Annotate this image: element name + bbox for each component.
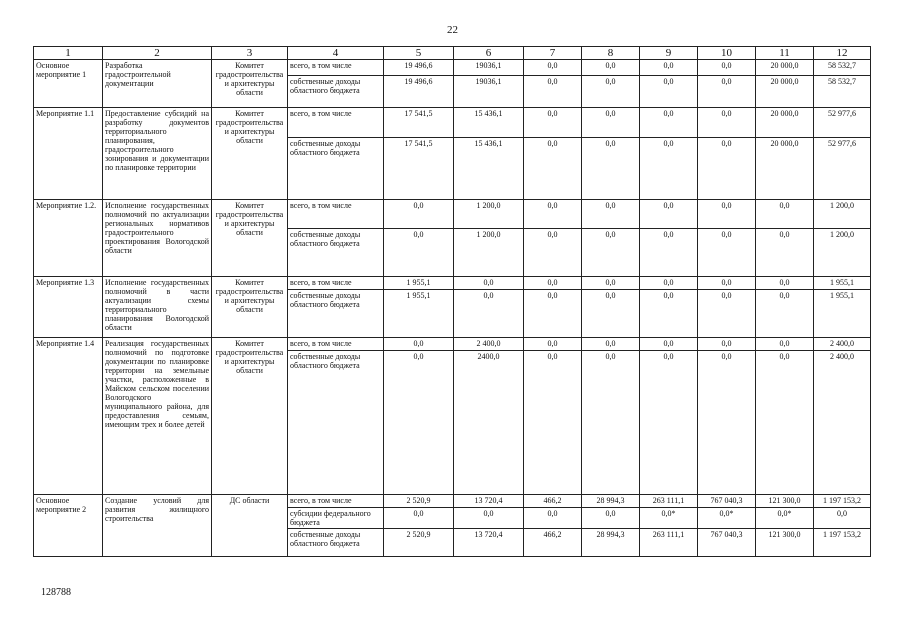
amount-cell: 1 200,0 bbox=[814, 229, 871, 277]
amount-cell: 121 300,0 bbox=[756, 529, 814, 557]
amount-cell: 263 111,1 bbox=[640, 495, 698, 508]
executor-cell: Комитет градостроительства и архитектуры области bbox=[212, 277, 288, 338]
amount-cell: 0,0 bbox=[384, 200, 454, 229]
amount-cell: 263 111,1 bbox=[640, 529, 698, 557]
amount-cell: 28 994,3 bbox=[582, 495, 640, 508]
col-header: 1 bbox=[34, 47, 103, 60]
amount-cell: 0,0 bbox=[640, 338, 698, 351]
amount-cell: 20 000,0 bbox=[756, 60, 814, 76]
amount-cell: 0,0 bbox=[640, 290, 698, 338]
amount-cell: 0,0 bbox=[640, 60, 698, 76]
amount-cell: 0,0 bbox=[524, 351, 582, 495]
amount-cell: 58 532,7 bbox=[814, 76, 871, 108]
amount-cell: 767 040,3 bbox=[698, 495, 756, 508]
funding-source-cell: всего, в том числе bbox=[288, 277, 384, 290]
measure-description-cell: Реализация государственных полномочий по подготовке документации по планировке территории на земельные участки, расположенные в Майском сельском поселении Вологодского муниципального района, для предоставления семьям, имеющим трех и более детей bbox=[103, 338, 212, 495]
amount-cell: 0,0 bbox=[582, 60, 640, 76]
measure-description-cell: Исполнение государственных полномочий по актуализации региональных нормативов градостроительного проектирования Вологодской области bbox=[103, 200, 212, 277]
amount-cell: 2 520,9 bbox=[384, 495, 454, 508]
table-row bbox=[34, 338, 871, 351]
amount-cell: 2400,0 bbox=[454, 351, 524, 495]
col-header: 2 bbox=[103, 47, 212, 60]
amount-cell: 0,0 bbox=[384, 508, 454, 529]
amount-cell: 2 400,0 bbox=[814, 351, 871, 495]
amount-cell: 0,0* bbox=[698, 508, 756, 529]
amount-cell: 0,0 bbox=[640, 108, 698, 138]
amount-cell: 0,0 bbox=[698, 338, 756, 351]
amount-cell: 0,0 bbox=[524, 338, 582, 351]
funding-source-cell: субсидии федерального бюджета bbox=[288, 508, 384, 529]
amount-cell: 0,0 bbox=[384, 351, 454, 495]
amount-cell: 15 436,1 bbox=[454, 108, 524, 138]
amount-cell: 19 496,6 bbox=[384, 60, 454, 76]
col-header: 3 bbox=[212, 47, 288, 60]
funding-source-cell: всего, в том числе bbox=[288, 60, 384, 76]
measure-name-cell: Основное мероприятие 1 bbox=[34, 60, 103, 108]
measure-description-cell: Создание условий для развития жилищного строительства bbox=[103, 495, 212, 557]
amount-cell: 0,0 bbox=[756, 229, 814, 277]
amount-cell: 19 496,6 bbox=[384, 76, 454, 108]
amount-cell: 0,0 bbox=[640, 277, 698, 290]
amount-cell: 0,0 bbox=[524, 229, 582, 277]
amount-cell: 0,0 bbox=[698, 76, 756, 108]
amount-cell: 0,0 bbox=[454, 290, 524, 338]
amount-cell: 13 720,4 bbox=[454, 495, 524, 508]
executor-cell: Комитет градостроительства и архитектуры области bbox=[212, 60, 288, 108]
amount-cell: 2 400,0 bbox=[814, 338, 871, 351]
amount-cell: 17 541,5 bbox=[384, 138, 454, 200]
page-number: 22 bbox=[447, 24, 458, 36]
amount-cell: 0,0 bbox=[582, 277, 640, 290]
amount-cell: 0,0 bbox=[582, 508, 640, 529]
funding-source-cell: всего, в том числе bbox=[288, 338, 384, 351]
measure-name-cell: Основное мероприятие 2 bbox=[34, 495, 103, 557]
executor-cell: ДС области bbox=[212, 495, 288, 557]
amount-cell: 0,0 bbox=[524, 108, 582, 138]
amount-cell: 0,0 bbox=[698, 351, 756, 495]
amount-cell: 2 520,9 bbox=[384, 529, 454, 557]
amount-cell: 1 200,0 bbox=[814, 200, 871, 229]
amount-cell: 1 955,1 bbox=[384, 290, 454, 338]
funding-source-cell: собственные доходы областного бюджета bbox=[288, 529, 384, 557]
amount-cell: 0,0 bbox=[524, 200, 582, 229]
measure-name-cell: Мероприятие 1.2. bbox=[34, 200, 103, 277]
funding-source-cell: всего, в том числе bbox=[288, 108, 384, 138]
amount-cell: 20 000,0 bbox=[756, 76, 814, 108]
amount-cell: 0,0 bbox=[524, 60, 582, 76]
amount-cell: 0,0 bbox=[582, 108, 640, 138]
amount-cell: 0,0 bbox=[698, 277, 756, 290]
amount-cell: 1 197 153,2 bbox=[814, 495, 871, 508]
amount-cell: 20 000,0 bbox=[756, 108, 814, 138]
executor-cell: Комитет градостроительства и архитектуры области bbox=[212, 108, 288, 200]
amount-cell: 19036,1 bbox=[454, 60, 524, 76]
col-header: 9 bbox=[640, 47, 698, 60]
funding-source-cell: собственные доходы областного бюджета bbox=[288, 351, 384, 495]
amount-cell: 0,0 bbox=[582, 229, 640, 277]
amount-cell: 0,0 bbox=[384, 229, 454, 277]
amount-cell: 0,0 bbox=[524, 76, 582, 108]
amount-cell: 0,0* bbox=[756, 508, 814, 529]
amount-cell: 0,0 bbox=[756, 200, 814, 229]
amount-cell: 1 200,0 bbox=[454, 200, 524, 229]
col-header: 6 bbox=[454, 47, 524, 60]
amount-cell: 0,0 bbox=[756, 351, 814, 495]
amount-cell: 0,0 bbox=[524, 508, 582, 529]
measure-description-cell: Исполнение государственных полномочий в части актуализации схемы территориального планирования Вологодской области bbox=[103, 277, 212, 338]
amount-cell: 58 532,7 bbox=[814, 60, 871, 76]
amount-cell: 28 994,3 bbox=[582, 529, 640, 557]
amount-cell: 0,0* bbox=[640, 508, 698, 529]
amount-cell: 767 040,3 bbox=[698, 529, 756, 557]
document-code: 128788 bbox=[41, 587, 71, 598]
measure-name-cell: Мероприятие 1.1 bbox=[34, 108, 103, 200]
amount-cell: 0,0 bbox=[640, 138, 698, 200]
amount-cell: 0,0 bbox=[582, 200, 640, 229]
program-funding-table bbox=[33, 46, 871, 557]
table-row bbox=[34, 277, 871, 290]
amount-cell: 1 197 153,2 bbox=[814, 529, 871, 557]
col-header: 5 bbox=[384, 47, 454, 60]
amount-cell: 0,0 bbox=[640, 200, 698, 229]
executor-cell: Комитет градостроительства и архитектуры области bbox=[212, 200, 288, 277]
amount-cell: 2 400,0 bbox=[454, 338, 524, 351]
col-header: 7 bbox=[524, 47, 582, 60]
amount-cell: 0,0 bbox=[582, 338, 640, 351]
funding-source-cell: собственные доходы областного бюджета bbox=[288, 76, 384, 108]
amount-cell: 0,0 bbox=[698, 200, 756, 229]
table-row bbox=[34, 60, 871, 76]
amount-cell: 15 436,1 bbox=[454, 138, 524, 200]
amount-cell: 0,0 bbox=[814, 508, 871, 529]
amount-cell: 0,0 bbox=[640, 351, 698, 495]
amount-cell: 0,0 bbox=[698, 229, 756, 277]
amount-cell: 0,0 bbox=[756, 277, 814, 290]
amount-cell: 0,0 bbox=[698, 290, 756, 338]
amount-cell: 13 720,4 bbox=[454, 529, 524, 557]
amount-cell: 1 955,1 bbox=[384, 277, 454, 290]
measure-name-cell: Мероприятие 1.4 bbox=[34, 338, 103, 495]
measure-name-cell: Мероприятие 1.3 bbox=[34, 277, 103, 338]
amount-cell: 466,2 bbox=[524, 529, 582, 557]
amount-cell: 0,0 bbox=[582, 138, 640, 200]
amount-cell: 52 977,6 bbox=[814, 108, 871, 138]
amount-cell: 0,0 bbox=[756, 290, 814, 338]
column-number-row bbox=[34, 47, 871, 60]
funding-source-cell: всего, в том числе bbox=[288, 200, 384, 229]
amount-cell: 0,0 bbox=[454, 508, 524, 529]
amount-cell: 0,0 bbox=[640, 76, 698, 108]
amount-cell: 19036,1 bbox=[454, 76, 524, 108]
amount-cell: 0,0 bbox=[582, 76, 640, 108]
amount-cell: 0,0 bbox=[698, 138, 756, 200]
amount-cell: 0,0 bbox=[756, 338, 814, 351]
funding-source-cell: собственные доходы областного бюджета bbox=[288, 290, 384, 338]
amount-cell: 0,0 bbox=[582, 290, 640, 338]
amount-cell: 0,0 bbox=[698, 108, 756, 138]
funding-source-cell: всего, в том числе bbox=[288, 495, 384, 508]
amount-cell: 466,2 bbox=[524, 495, 582, 508]
measure-description-cell: Предоставление субсидий на разработку документов территориального планирования, градостроительного зонирования и документации по планировке территории bbox=[103, 108, 212, 200]
amount-cell: 0,0 bbox=[524, 290, 582, 338]
table-row bbox=[34, 108, 871, 138]
amount-cell: 1 955,1 bbox=[814, 277, 871, 290]
col-header: 10 bbox=[698, 47, 756, 60]
amount-cell: 121 300,0 bbox=[756, 495, 814, 508]
amount-cell: 0,0 bbox=[524, 277, 582, 290]
col-header: 11 bbox=[756, 47, 814, 60]
amount-cell: 0,0 bbox=[640, 229, 698, 277]
funding-source-cell: собственные доходы областного бюджета bbox=[288, 229, 384, 277]
executor-cell: Комитет градостроительства и архитектуры области bbox=[212, 338, 288, 495]
amount-cell: 0,0 bbox=[582, 351, 640, 495]
measure-description-cell: Разработка градостроительной документации bbox=[103, 60, 212, 108]
amount-cell: 17 541,5 bbox=[384, 108, 454, 138]
amount-cell: 1 200,0 bbox=[454, 229, 524, 277]
col-header: 12 bbox=[814, 47, 871, 60]
col-header: 8 bbox=[582, 47, 640, 60]
funding-source-cell: собственные доходы областного бюджета bbox=[288, 138, 384, 200]
col-header: 4 bbox=[288, 47, 384, 60]
amount-cell: 0,0 bbox=[384, 338, 454, 351]
amount-cell: 0,0 bbox=[454, 277, 524, 290]
amount-cell: 20 000,0 bbox=[756, 138, 814, 200]
amount-cell: 1 955,1 bbox=[814, 290, 871, 338]
amount-cell: 0,0 bbox=[698, 60, 756, 76]
table-row bbox=[34, 200, 871, 229]
amount-cell: 0,0 bbox=[524, 138, 582, 200]
amount-cell: 52 977,6 bbox=[814, 138, 871, 200]
table-row bbox=[34, 495, 871, 508]
